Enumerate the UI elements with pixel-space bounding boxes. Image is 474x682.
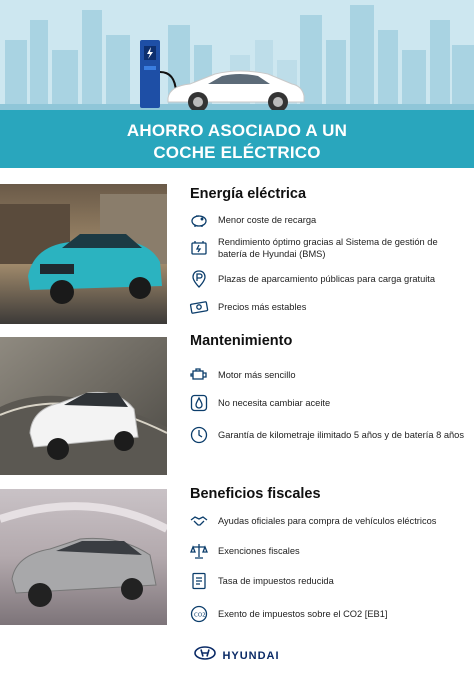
list-item-label: Motor más sencillo [218,370,296,380]
money-icon [188,296,210,318]
section-title-beneficios: Beneficios fiscales [190,486,321,502]
list-item-label: Tasa de impuestos reducida [218,576,334,586]
header-illustration [0,0,474,168]
oil-icon [188,392,210,414]
list-item [188,603,468,625]
title-line-2: COCHE ELÉCTRICO [153,143,321,162]
brand-wordmark: HYUNDAI [222,649,280,662]
photo-kona-electric [0,184,167,324]
hyundai-logo-icon [194,646,216,665]
page-title [0,120,474,164]
list-item-label: Garantía de kilometraje ilimitado 5 años y de batería 8 años [218,430,464,440]
list-item-label: Menor coste de recarga [218,215,317,225]
list-item-label: Exento de impuestos sobre el CO2 [EB1] [218,609,388,619]
section-title-energia: Energía eléctrica [190,186,307,202]
list-item-label: Plazas de aparcamiento públicas para carga gratuita [218,274,436,284]
title-line-1: AHORRO ASOCIADO A UN [126,121,348,140]
list-item [188,510,468,532]
list-item [188,268,468,290]
list-item-label: Ayudas oficiales para compra de vehículos eléctricos [218,516,437,526]
handshake-icon [188,510,210,532]
list-item [188,236,468,260]
list-item [188,424,468,446]
photo-nexo [0,489,167,625]
list-item-label: Rendimiento óptimo gracias al Sistema de gestión de batería de Hyundai (BMS) [218,237,438,259]
section-title-mantenimiento: Mantenimiento [190,333,293,349]
piggy-bank-icon [188,209,210,231]
engine-icon [188,364,210,386]
battery-icon [188,237,210,259]
tax-document-icon [188,570,210,592]
list-item-label: No necesita cambiar aceite [218,398,331,408]
list-item-label: Precios más estables [218,302,307,312]
list-item [188,570,468,592]
list-item [188,296,468,318]
list-item [188,364,468,386]
list-item [188,392,468,414]
list-item [188,209,468,231]
parking-icon [188,268,210,290]
scale-icon [188,540,210,562]
list-item [188,540,468,562]
co2-icon [188,603,210,625]
photo-ioniq [0,337,167,475]
svg-text:CO2: CO2 [194,612,206,619]
warranty-icon [188,424,210,446]
brand-logo [0,646,474,665]
list-item-label: Exenciones fiscales [218,546,300,556]
